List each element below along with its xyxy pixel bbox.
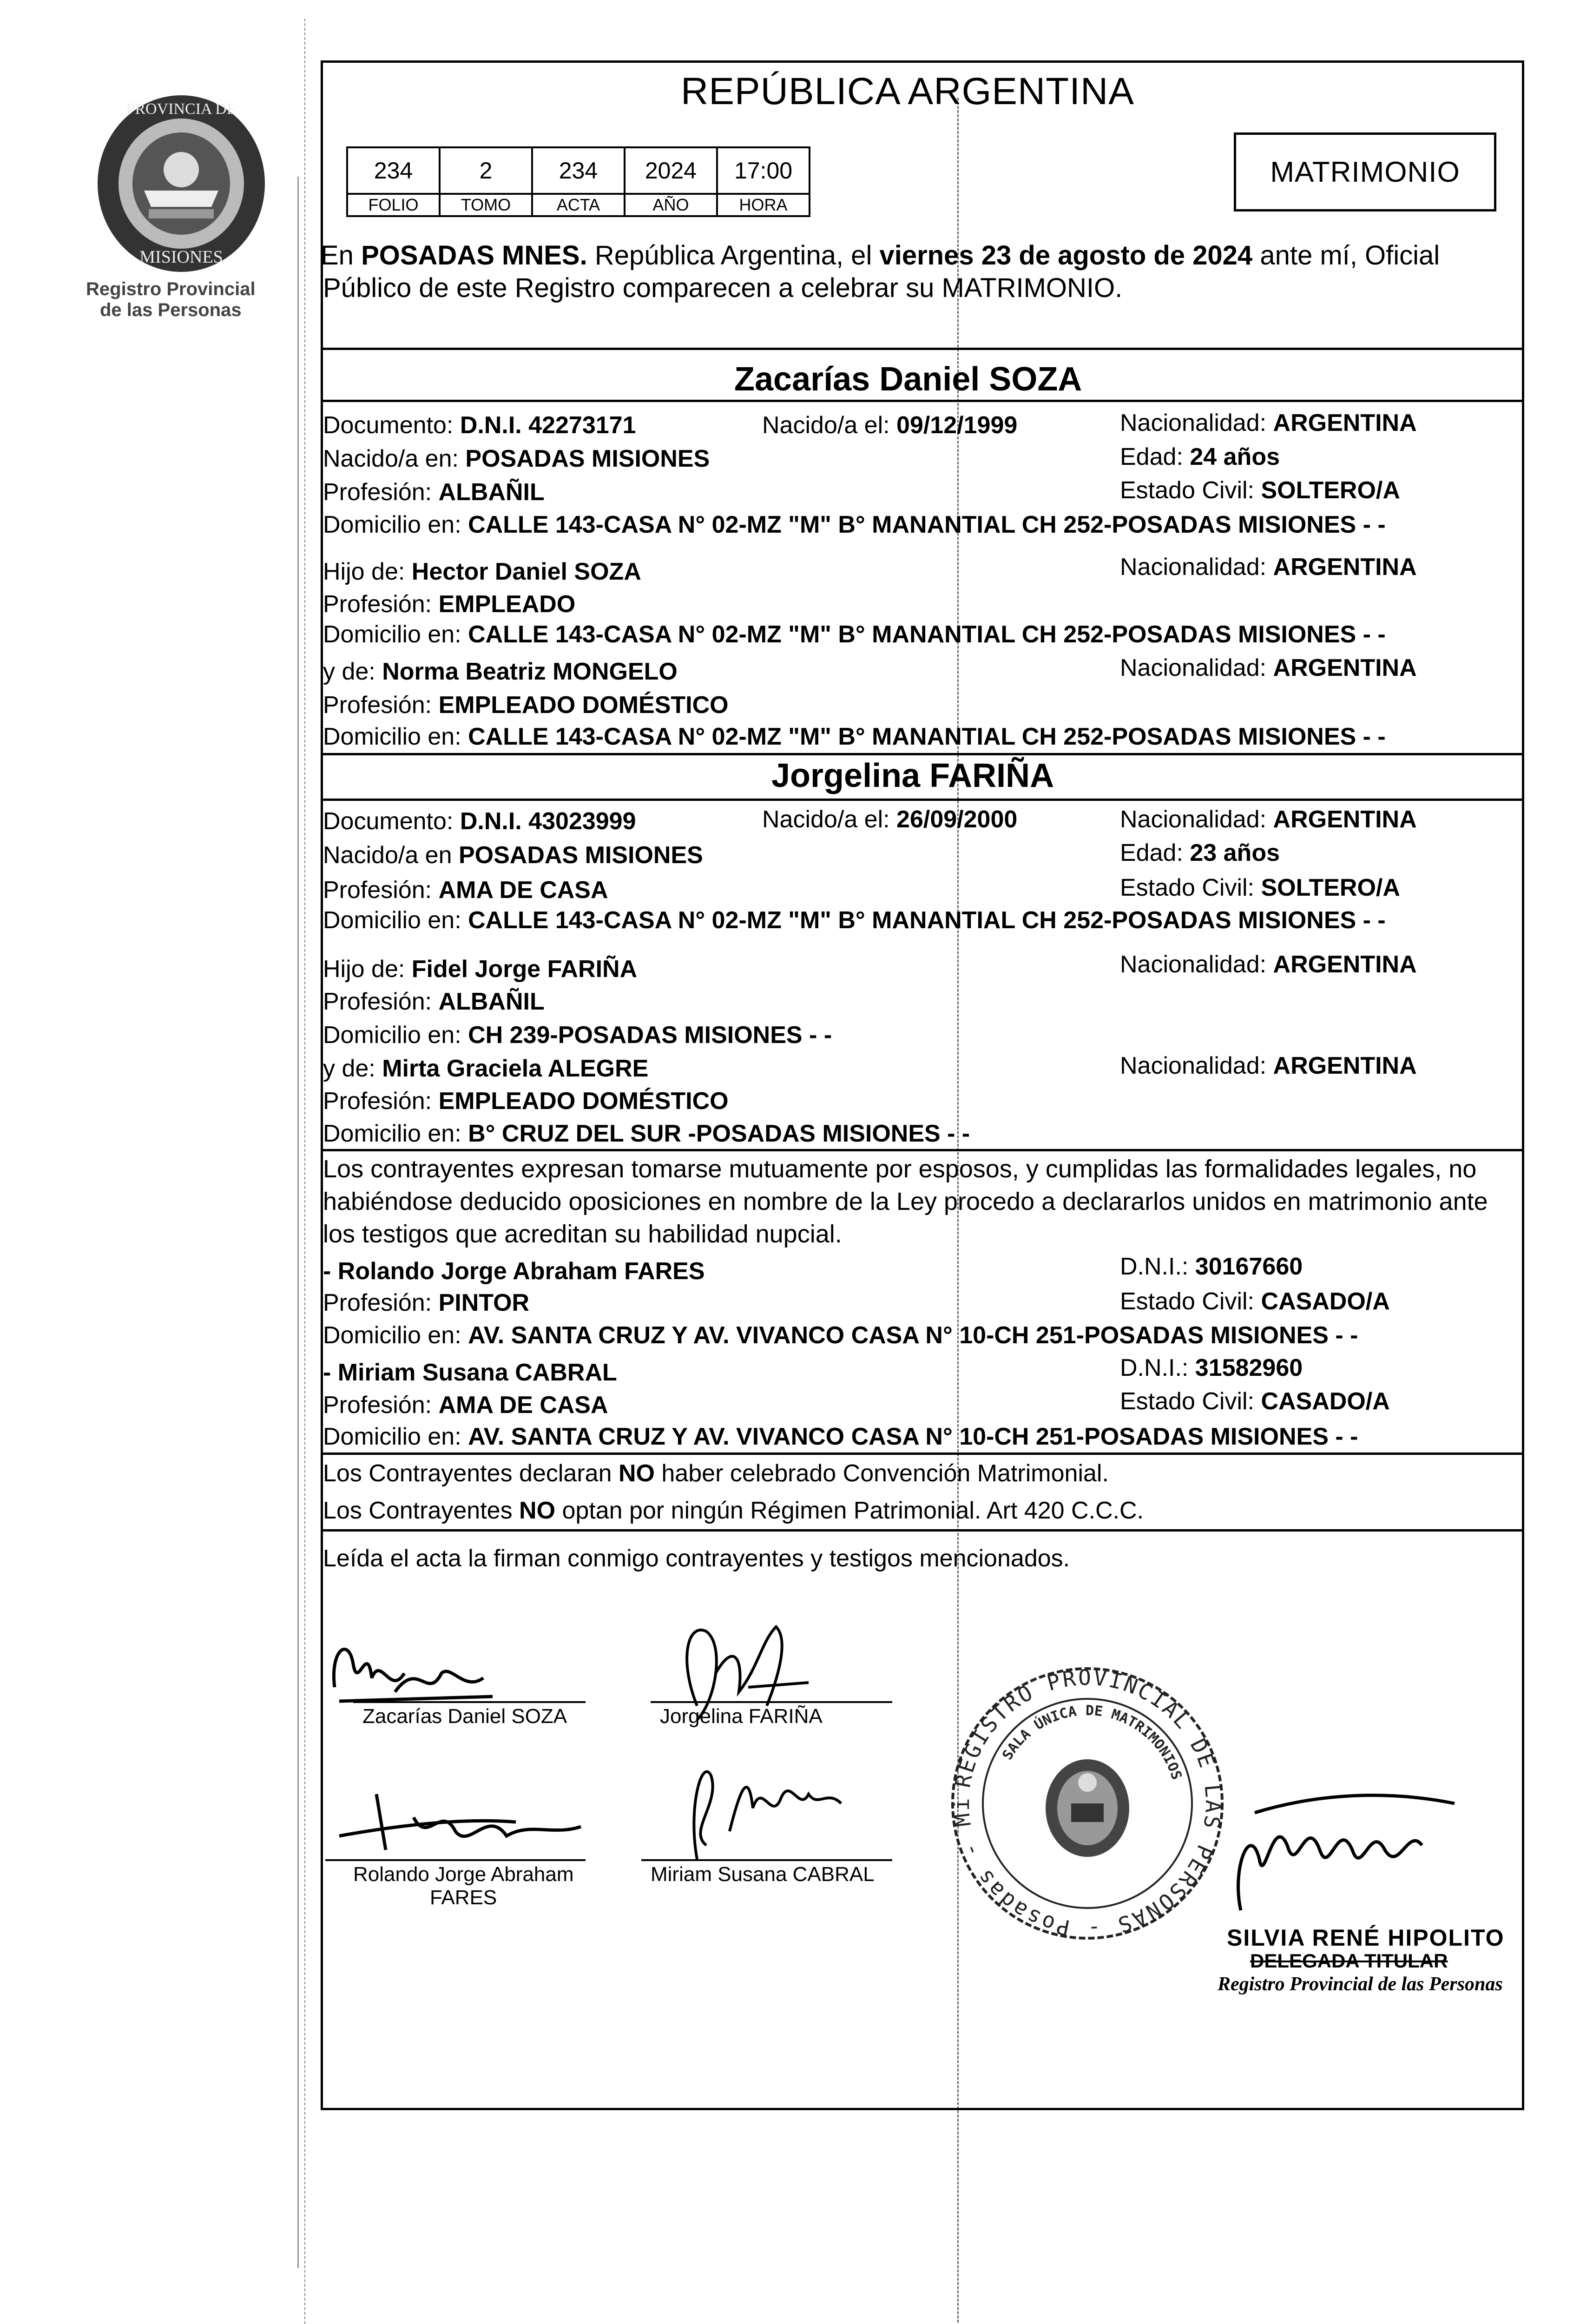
divider <box>321 1529 1524 1532</box>
spouse2-mother-address: Domicilio en: B° CRUZ DEL SUR -POSADAS MISIONES - - <box>323 1120 970 1147</box>
spouse2-mother: y de: Mirta Graciela ALEGRE <box>323 1055 649 1082</box>
intro-text-b: República Argentina, el <box>587 240 880 271</box>
spouse1-mother-nationality: Nacionalidad: ARGENTINA <box>1120 654 1417 681</box>
witness2-civil-status: Estado Civil: CASADO/A <box>1120 1388 1390 1415</box>
spouse1-civil-status: Estado Civil: SOLTERO/A <box>1120 477 1400 504</box>
convention-line-2: Los Contrayentes NO optan por ningún Régimen Patrimonial. Art 420 C.C.C. <box>323 1497 1144 1524</box>
margin-line-left2 <box>304 19 305 2324</box>
acta-caption: ACTA <box>532 194 625 216</box>
spouse2-father-address: Domicilio en: CH 239-POSADAS MISIONES - - <box>323 1022 832 1049</box>
spouse1-name: Zacarías Daniel SOZA <box>734 361 1082 398</box>
witness2-profession: Profesión: AMA DE CASA <box>323 1392 608 1419</box>
anio-caption: AÑO <box>625 194 717 216</box>
witness1-address: Domicilio en: AV. SANTA CRUZ Y AV. VIVANCO CASA N° 10-CH 251-POSADAS MISIONES - - <box>323 1322 1358 1349</box>
declaration-line-3: los testigos que acreditan su habilidad nupcial. <box>323 1220 842 1248</box>
spouse2-father: Hijo de: Fidel Jorge FARIÑA <box>323 956 638 983</box>
stamp-inner-text: SALA ÚNICA DE MATRIMONIOS <box>999 1702 1185 1782</box>
witness1-name: - Rolando Jorge Abraham FARES <box>323 1258 705 1285</box>
coat-of-arms-icon <box>1046 1759 1129 1857</box>
divider <box>321 1149 1524 1151</box>
signature-line-4 <box>641 1859 892 1861</box>
spouse1-father-nationality: Nacionalidad: ARGENTINA <box>1120 554 1417 581</box>
spouse1-father-address: Domicilio en: CALLE 143-CASA N° 02-MZ "M" B° MANANTIAL CH 252-POSADAS MISIONES - - <box>323 621 1386 648</box>
declaration-line-1: Los contrayentes expresan tomarse mutuamente por esposos, y cumplidas las formalidades legales, no <box>323 1155 1477 1183</box>
spouse2-age: Edad: 23 años <box>1120 839 1280 866</box>
signature-3-name-line2: FARES <box>430 1886 497 1909</box>
spouse2-profession: Profesión: AMA DE CASA <box>323 877 608 904</box>
page-title: REPÚBLICA ARGENTINA <box>681 70 1134 112</box>
signature-4-name: Miriam Susana CABRAL <box>651 1863 875 1886</box>
spouse1-father: Hijo de: Hector Daniel SOZA <box>323 558 641 585</box>
spouse1-mother-address: Domicilio en: CALLE 143-CASA N° 02-MZ "M" B° MANANTIAL CH 252-POSADAS MISIONES - - <box>323 723 1386 750</box>
document-type-box <box>1234 132 1496 211</box>
hora-caption: HORA <box>717 194 810 216</box>
spouse2-civil-status: Estado Civil: SOLTERO/A <box>1120 874 1400 901</box>
spouse1-birthdate: Nacido/a el: 09/12/1999 <box>762 412 1018 439</box>
spouse1-profession: Profesión: ALBAÑIL <box>323 479 545 506</box>
intro-date: viernes 23 de agosto de 2024 <box>879 240 1253 271</box>
declaration-line-2: habiéndose deducido oposiciones en nombre de la Ley procedo a declararlos unidos en matrimonio ante <box>323 1188 1488 1215</box>
spouse1-birthplace: Nacido/a en: POSADAS MISIONES <box>323 445 710 472</box>
spouse1-nationality: Nacionalidad: ARGENTINA <box>1120 409 1417 436</box>
tomo-caption: TOMO <box>440 194 532 216</box>
signature-4-scribble <box>660 1738 855 1868</box>
divider <box>321 799 1524 801</box>
divider <box>321 1452 1524 1455</box>
svg-text:MISIONES: MISIONES <box>139 247 223 267</box>
spouse2-mother-nationality: Nacionalidad: ARGENTINA <box>1120 1052 1417 1079</box>
official-office: Registro Provincial de las Personas <box>1218 1974 1503 1995</box>
closing-text: Leída el acta la firman conmigo contrayentes y testigos mencionados. <box>323 1545 1070 1572</box>
spouse2-nationality: Nacionalidad: ARGENTINA <box>1120 806 1417 833</box>
spouse1-document: Documento: D.N.I. 42273171 <box>323 412 636 439</box>
divider <box>321 348 1524 350</box>
divider <box>321 753 1524 755</box>
provincial-seal-icon <box>93 91 270 277</box>
signature-1-name: Zacarías Daniel SOZA <box>362 1705 567 1728</box>
spouse1-mother-profession: Profesión: EMPLEADO DOMÉSTICO <box>323 692 729 719</box>
intro-city: POSADAS MNES. <box>361 240 587 271</box>
anio-value: 2024 <box>625 147 717 194</box>
folio-caption: FOLIO <box>347 194 440 216</box>
spouse2-father-profession: Profesión: ALBAÑIL <box>323 988 545 1015</box>
spouse1-address: Domicilio en: CALLE 143-CASA N° 02-MZ "M" B° MANANTIAL CH 252-POSADAS MISIONES - - <box>323 511 1386 538</box>
signature-3-name-line1: Rolando Jorge Abraham <box>353 1863 574 1886</box>
signature-line-1 <box>353 1701 586 1703</box>
witness1-profession: Profesión: PINTOR <box>323 1289 530 1316</box>
stamp-outer-text: REGISTRO PROVINCIAL DE LAS PERSONAS - Posadas - Misiones - MINISTERIO DE GOBIERNO <box>941 1644 1226 1942</box>
official-role: DELEGADA TITULAR <box>1250 1950 1448 1972</box>
spouse2-address: Domicilio en: CALLE 143-CASA N° 02-MZ "M" B° MANANTIAL CH 252-POSADAS MISIONES - - <box>323 907 1386 934</box>
registry-stamp <box>941 1644 1227 1943</box>
witness1-dni: D.N.I.: 30167660 <box>1120 1253 1303 1280</box>
logo-caption-1: Registro Provincial <box>86 279 256 299</box>
spouse2-name: Jorgelina FARIÑA <box>771 757 1054 794</box>
intro-line-2: Público de este Registro comparecen a celebrar su MATRIMONIO. <box>323 273 1123 303</box>
witness2-address: Domicilio en: AV. SANTA CRUZ Y AV. VIVANCO CASA N° 10-CH 251-POSADAS MISIONES - - <box>323 1423 1358 1450</box>
spouse2-birthdate: Nacido/a el: 26/09/2000 <box>762 806 1018 833</box>
official-name: SILVIA RENÉ HIPOLITO <box>1227 1925 1505 1951</box>
spouse2-mother-profession: Profesión: EMPLEADO DOMÉSTICO <box>323 1088 729 1115</box>
svg-text:PROVINCIA DE: PROVINCIA DE <box>126 100 237 118</box>
document-type: MATRIMONIO <box>1270 156 1460 188</box>
spouse2-birthplace: Nacido/a en POSADAS MISIONES <box>323 842 703 869</box>
acta-value: 234 <box>532 147 625 194</box>
intro-line-1 <box>321 239 1440 272</box>
tomo-value: 2 <box>440 147 532 194</box>
margin-line-left <box>297 177 299 2268</box>
witness2-dni: D.N.I.: 31582960 <box>1120 1354 1303 1381</box>
intro-text-c: ante mí, Oficial <box>1252 240 1440 271</box>
witness1-civil-status: Estado Civil: CASADO/A <box>1120 1288 1390 1315</box>
official-signature-scribble <box>1222 1785 1473 1924</box>
folio-value: 234 <box>347 147 440 194</box>
spouse2-document: Documento: D.N.I. 43023999 <box>323 808 636 835</box>
divider <box>321 400 1524 402</box>
hora-value: 17:00 <box>717 147 810 194</box>
signature-line-2 <box>651 1701 892 1703</box>
spouse1-father-profession: Profesión: EMPLEADO <box>323 591 576 618</box>
signature-2-name: Jorgelina FARIÑA <box>660 1705 823 1728</box>
signature-line-3 <box>325 1859 586 1861</box>
intro-text-a: En <box>321 240 362 271</box>
spouse1-age: Edad: 24 años <box>1120 443 1280 470</box>
logo-caption-2: de las Personas <box>100 300 242 320</box>
witness2-name: - Miriam Susana CABRAL <box>323 1359 617 1386</box>
signature-3-scribble <box>321 1785 609 1868</box>
registry-table <box>346 146 810 217</box>
convention-line-1: Los Contrayentes declaran NO haber celebrado Convención Matrimonial. <box>323 1460 1109 1487</box>
spouse1-mother: y de: Norma Beatriz MONGELO <box>323 658 678 685</box>
spouse2-father-nationality: Nacionalidad: ARGENTINA <box>1120 951 1417 978</box>
